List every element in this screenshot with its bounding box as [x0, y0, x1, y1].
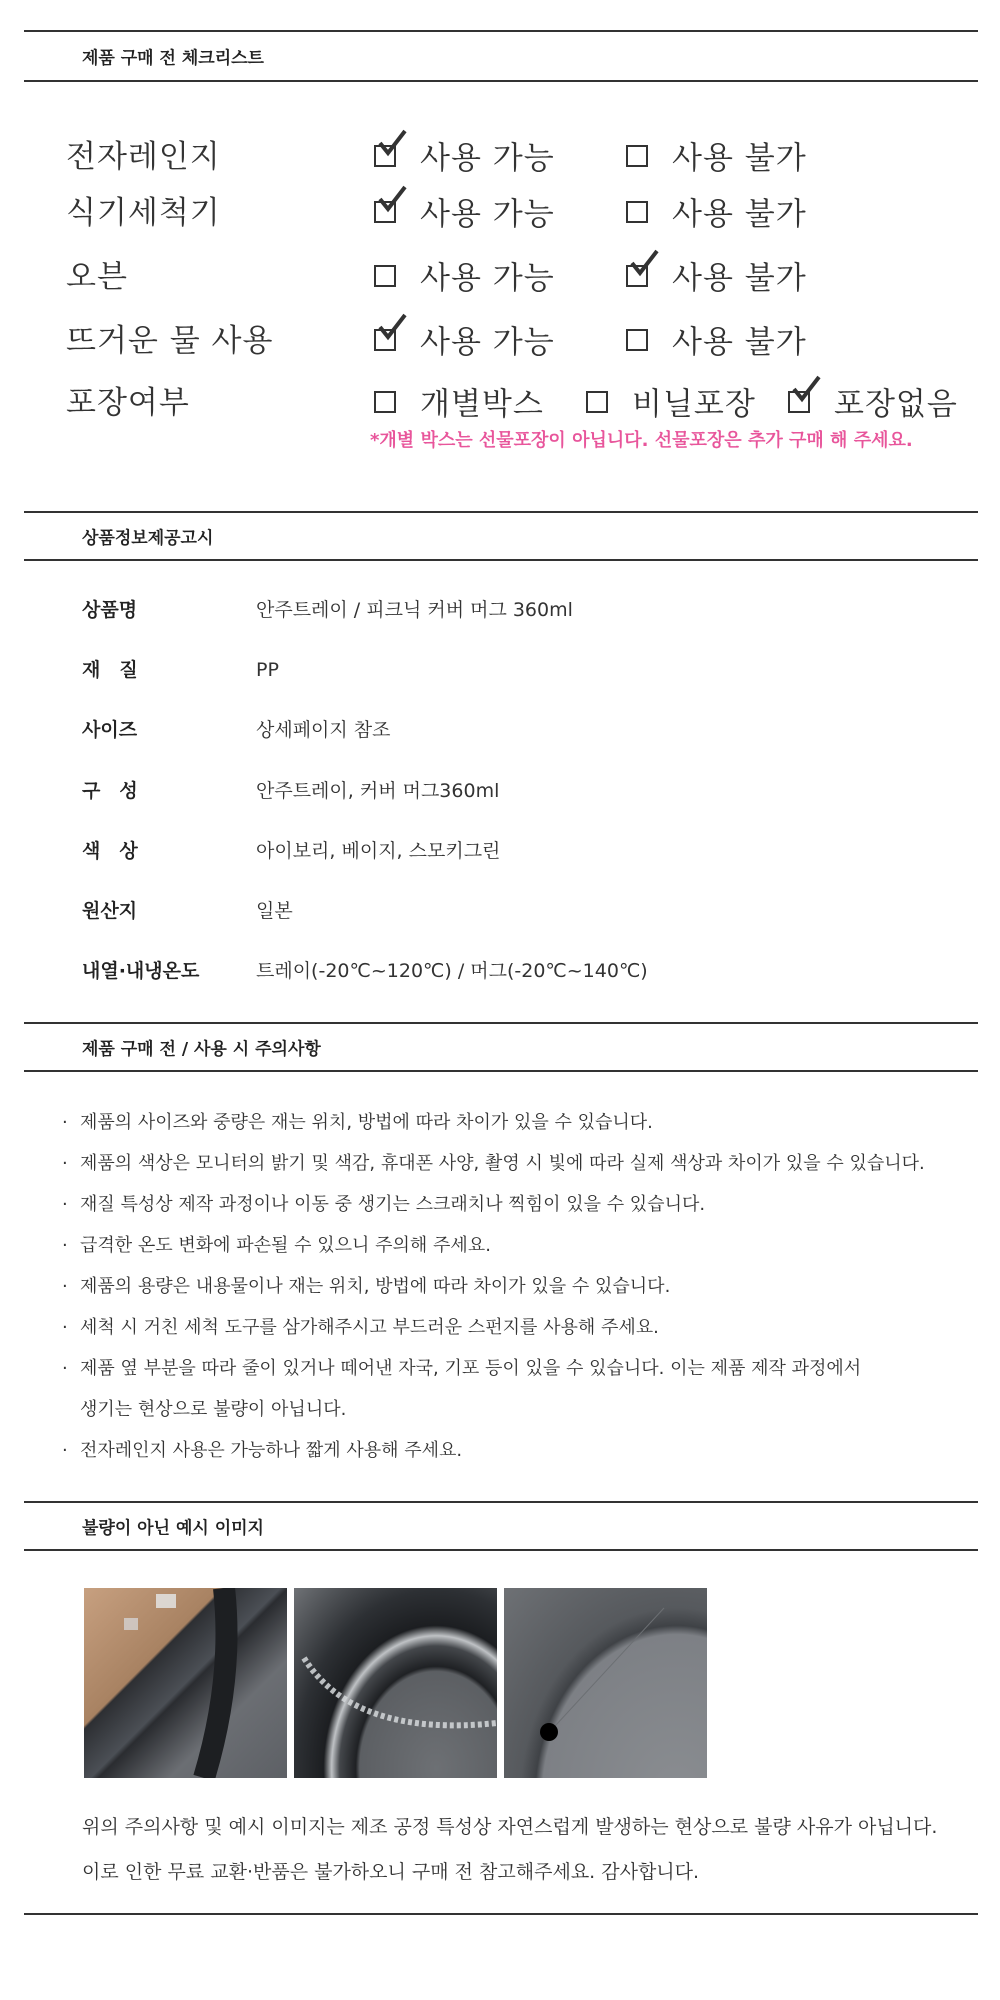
closing-line-1: 위의 주의사항 및 예시 이미지는 제조 공정 특성상 자연스럽게 발생하는 현상으로 불량 사유가 아닙니다. [82, 1816, 938, 1838]
caution-text: 제품 옆 부분을 따라 줄이 있거나 떼어낸 자국, 기포 등이 있을 수 있습니다. 이는 제품 제작 과정에서 [80, 1358, 862, 1379]
bullet: · [62, 1194, 68, 1215]
checklist-row-oven [0, 252, 1000, 302]
info-row-name [0, 590, 1000, 630]
gift-wrap-note: *개별 박스는 선물포장이 아닙니다. 선물포장은 추가 구매 해 주세요. [370, 430, 913, 451]
caution-item [62, 1354, 861, 1384]
option-unavailable [626, 252, 807, 302]
caution-item [62, 1313, 659, 1343]
checklist-row-hot-water [0, 316, 1000, 366]
checklist-title: 제품 구매 전 체크리스트 [82, 48, 264, 69]
checked-box-icon [374, 145, 396, 167]
caution-text: 제품의 사이즈와 중량은 재는 위치, 방법에 따라 차이가 있을 수 있습니다. [80, 1112, 653, 1133]
info-value: 일본 [256, 900, 293, 922]
bullet: · [62, 1235, 68, 1256]
info-key: 원산지 [82, 900, 138, 922]
info-key: 구 성 [82, 780, 138, 802]
info-row-temperature [0, 951, 1000, 991]
checklist-label: 오븐 [66, 259, 128, 295]
product-info-title: 상품정보제공고시 [82, 528, 214, 549]
bullet: · [62, 1358, 68, 1379]
info-key: 재 질 [82, 659, 138, 681]
caution-text: 세척 시 거친 세척 도구를 삼가해주시고 부드러운 스펀지를 사용해 주세요. [80, 1317, 659, 1338]
caution-item [62, 1231, 491, 1261]
caution-item [62, 1272, 670, 1302]
caution-text: 급격한 온도 변화에 파손될 수 있으니 주의해 주세요. [80, 1235, 491, 1256]
checklist-label: 포장여부 [66, 385, 190, 421]
option-unavailable [626, 316, 807, 366]
bottom-divider [24, 1913, 978, 1915]
bullet: · [62, 1317, 68, 1338]
bullet: · [62, 1153, 68, 1174]
option-label: 사용 가능 [420, 324, 555, 361]
option-label: 사용 불가 [672, 324, 807, 361]
bullet: · [62, 1112, 68, 1133]
checklist-row-packaging [0, 378, 1000, 428]
checklist-row-dishwasher [0, 188, 1000, 238]
option-individual-box [374, 378, 544, 428]
checked-box-icon [626, 265, 648, 287]
option-available [374, 132, 555, 182]
caution-text: 제품의 색상은 모니터의 밝기 및 색감, 휴대폰 사양, 촬영 시 빛에 따라 실제 색상과 차이가 있을 수 있습니다. [80, 1153, 925, 1174]
option-no-packaging [788, 378, 958, 428]
info-value: 상세페이지 참조 [256, 719, 391, 741]
checked-box-icon [374, 201, 396, 223]
checklist-label: 식기세척기 [66, 195, 221, 231]
info-row-size [0, 710, 1000, 750]
empty-box-icon [586, 391, 608, 413]
info-key: 사이즈 [82, 719, 138, 741]
cautions-header [24, 1022, 978, 1072]
empty-box-icon [374, 391, 396, 413]
info-row-color [0, 831, 1000, 871]
option-label: 개별박스 [420, 386, 544, 423]
info-key: 내열·내냉온도 [82, 960, 200, 982]
checklist-label: 전자레인지 [66, 139, 221, 175]
caution-item [62, 1108, 653, 1138]
caution-item [62, 1149, 925, 1179]
checklist-header [24, 30, 978, 82]
option-available [374, 316, 555, 366]
empty-box-icon [374, 265, 396, 287]
info-key: 색 상 [82, 840, 138, 862]
option-label: 포장없음 [834, 386, 958, 423]
option-unavailable [626, 188, 807, 238]
closing-line-2: 이로 인한 무료 교환·반품은 불가하오니 구매 전 참고해주세요. 감사합니다. [82, 1861, 700, 1883]
info-row-origin [0, 891, 1000, 931]
option-label: 사용 불가 [672, 196, 807, 233]
scratch-example-photo [84, 1588, 287, 1778]
checklist-label: 뜨거운 물 사용 [66, 323, 274, 359]
cautions-title: 제품 구매 전 / 사용 시 주의사항 [82, 1039, 321, 1060]
option-vinyl-wrap [586, 378, 756, 428]
caution-item [62, 1190, 705, 1220]
option-label: 사용 가능 [420, 260, 555, 297]
checked-box-icon [788, 391, 810, 413]
info-key: 상품명 [82, 599, 138, 621]
info-value: 아이보리, 베이지, 스모키그린 [256, 840, 501, 862]
empty-box-icon [626, 145, 648, 167]
examples-title: 불량이 아닌 예시 이미지 [82, 1518, 264, 1539]
info-row-composition [0, 771, 1000, 811]
caution-item [62, 1436, 462, 1466]
empty-box-icon [626, 329, 648, 351]
option-label: 사용 가능 [420, 196, 555, 233]
bubble-example-photo [294, 1588, 497, 1778]
examples-header [24, 1501, 978, 1551]
option-unavailable [626, 132, 807, 182]
option-label: 사용 가능 [420, 140, 555, 177]
product-info-header [24, 511, 978, 561]
caution-continuation: 생기는 현상으로 불량이 아닙니다. [80, 1399, 347, 1420]
option-available [374, 252, 555, 302]
caution-text: 전자레인지 사용은 가능하나 짧게 사용해 주세요. [80, 1440, 463, 1461]
info-row-material [0, 650, 1000, 690]
dot-example-photo [504, 1588, 707, 1778]
info-value: PP [256, 659, 279, 681]
empty-box-icon [626, 201, 648, 223]
bullet: · [62, 1440, 68, 1461]
option-label: 사용 불가 [672, 140, 807, 177]
checked-box-icon [374, 329, 396, 351]
option-available [374, 188, 555, 238]
info-value: 트레이(-20℃~120℃) / 머그(-20℃~140℃) [256, 960, 648, 982]
info-value: 안주트레이, 커버 머그360ml [256, 780, 500, 802]
option-label: 비닐포장 [632, 386, 756, 423]
info-value: 안주트레이 / 피크닉 커버 머그 360ml [256, 599, 573, 621]
caution-text: 제품의 용량은 내용물이나 재는 위치, 방법에 따라 차이가 있을 수 있습니다. [80, 1276, 671, 1297]
checklist-row-microwave [0, 132, 1000, 182]
caution-text: 재질 특성상 제작 과정이나 이동 중 생기는 스크래치나 찍힘이 있을 수 있습니다. [80, 1194, 706, 1215]
option-label: 사용 불가 [672, 260, 807, 297]
bullet: · [62, 1276, 68, 1297]
